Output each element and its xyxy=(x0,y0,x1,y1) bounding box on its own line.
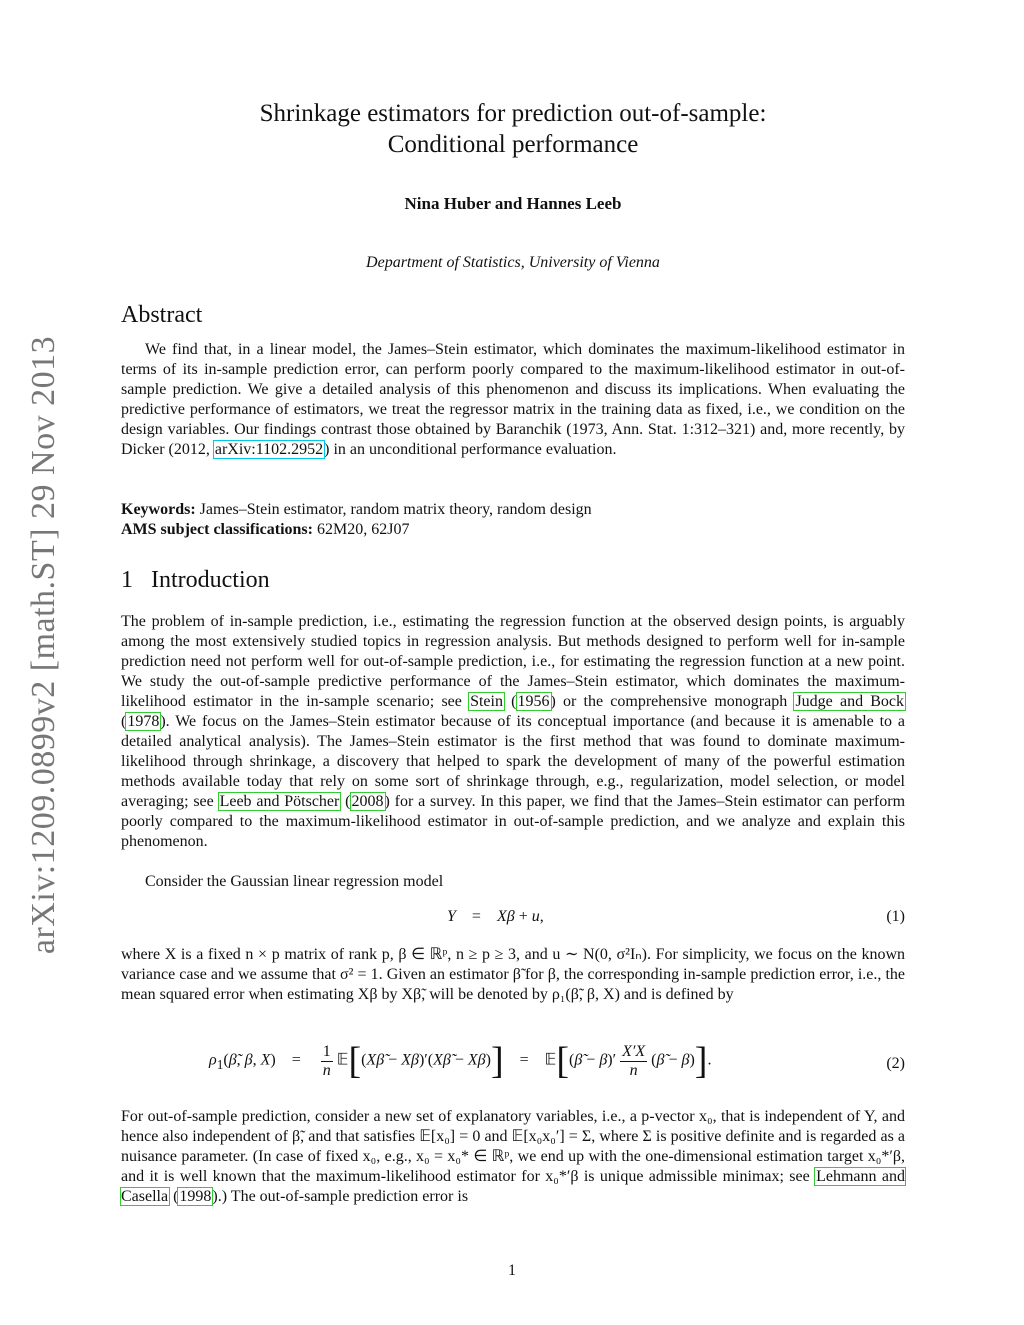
arxiv-sidebar-stamp xyxy=(22,335,66,955)
intro-text: The problem of in-sample prediction, i.e., estimating the regression function at the observed design points, is arguably among the most extensively studied topics in regression analysis. But methods designed to perform well for in-sample prediction need not perform well for out-of-sample prediction, i.e., for estimating the regression function at a new point. We study the out-of-sample predictive performance of the James–Stein estimator, which dominates the maximum-likelihood estimator in the in-sample scenario; see xyxy=(121,613,905,710)
intro-paragraph-4: For out-of-sample prediction, consider a new set of explanatory variables, i.e., a p-vector x₀, that is independent of Y, and hence also independent of β̃, and that satisfies 𝔼[x₀] = 0 and 𝔼[x₀x₀′] = Σ, where Σ is positive definite and is regarded as a nuisance parameter. (In case of fixed x₀, e.g., x₀ = x₀* ∈ ℝᵖ, we end up with the one-dimensional estimation target x₀*′β, and it is well known that the maximum-likelihood estimator for x₀*′β is unique admissible minimax; see Lehmann and Casella (1998).) The out-of-sample prediction error is xyxy=(121,1108,905,1205)
paper-title xyxy=(121,98,905,160)
abstract-heading: Abstract xyxy=(121,302,203,328)
equation-2 xyxy=(121,1035,905,1095)
citation-lehmann-casella[interactable]: Lehmann and Casella xyxy=(121,1168,905,1205)
title-line-1: Shrinkage estimators for prediction out-of-sample: xyxy=(259,100,767,127)
citation-leeb-potscher[interactable]: Leeb and Pötscher xyxy=(219,793,340,810)
arxiv-link[interactable]: arXiv:1102.2952 xyxy=(214,441,324,458)
keywords-label: Keywords: xyxy=(121,501,196,518)
section-heading-introduction xyxy=(121,567,270,594)
abstract-text: We find that, in a linear model, the James–Stein estimator, which dominates the maximum-likelihood estimator in terms of its in-sample prediction error, can perform poorly compared to the maximum-likelihood estimator in out-of-sample prediction. We give a detailed analysis of this phenomenon and discuss its implications. When evaluating the predictive performance of estimators, we treat the regressor matrix in the training data as fixed, i.e., we condition on the design variables. Our findings contrast those obtained by Baranchik (1973, Ann. Stat. 1:312–321) and, more recently, by Dicker (2012, xyxy=(121,341,905,458)
intro-text: For out-of-sample prediction, consider a new set of explanatory variables, i.e., a p-vector x₀, that is independent of Y, and hence also independent of β̃, and that satisfies 𝔼[x₀] = 0 and 𝔼[x₀x₀′] = Σ, where Σ is positive definite and is regarded as a nuisance parameter. (In case of fixed x₀, e.g., x₀ = x₀* ∈ ℝᵖ, we end up with the one-dimensional estimation target x₀*′β, and it is well known that the maximum-likelihood estimator for x₀*′β is unique admissible minimax; see xyxy=(121,1108,905,1185)
equation-2-tag: (2) xyxy=(886,1055,905,1072)
citation-stein-year[interactable]: 1956 xyxy=(517,693,550,710)
authors: Nina Huber and Hannes Leeb xyxy=(404,194,622,213)
intro-text: ).) The out-of-sample prediction error is xyxy=(212,1188,469,1205)
citation-leeb-potscher-year[interactable]: 2008 xyxy=(351,793,384,810)
citation-judge-bock-year[interactable]: 1978 xyxy=(127,713,160,730)
intro-paragraph-1: The problem of in-sample prediction, i.e., estimating the regression function at the observed design points, is arguably among the most extensively studied topics in regression analysis. But methods designed to perform well for in-sample prediction need not perform well for out-of-sample prediction, i.e., for estimating the regression function at a new point. We study the out-of-sample predictive performance of the James–Stein estimator, which dominates the maximum-likelihood estimator in the in-sample scenario; see Stein (1956) or the comprehensive monograph Judge and Bock (1978). We focus on the James–Stein estimator because of its conceptual importance (and because it is amenable to a detailed analytical analysis). The James–Stein estimator is the first method that was found to dominate maximum-likelihood through shrinkage, a discovery that helped to spark the development of many of the powerful estimation methods available today that rely on some sort of shrinkage through, e.g., regularization, model selection, or model averaging; see Leeb and Pötscher (2008) for a survey. In this paper, we find that the James–Stein estimator can perform poorly compared to the maximum-likelihood estimator in out-of-sample prediction, and we analyze and explain this phenomenon. xyxy=(121,613,906,850)
affiliation: Department of Statistics, University of Vienna xyxy=(366,254,660,271)
section-number: 1 xyxy=(121,567,133,593)
citation-judge-bock[interactable]: Judge and Bock xyxy=(795,693,905,710)
page-number: 1 xyxy=(508,1262,516,1279)
section-title: Introduction xyxy=(151,567,270,593)
equation-1-body: Y = Xβ + u, xyxy=(447,908,544,925)
intro-paragraph-3: where X is a fixed n × p matrix of rank p, β ∈ ℝᵖ, n ≥ p ≥ 3, and u ∼ N(0, σ²Iₙ). For simplicity, we focus on the known variance case and we assume that σ² = 1. Given an estimator β̃ for β, the corresponding in-sample prediction error, i.e., the mean squared error when estimating Xβ by Xβ̃, will be denoted by ρ₁(β̃, β, X) and is defined by xyxy=(121,946,905,1003)
equation-1-tag: (1) xyxy=(886,908,905,925)
title-line-2: Conditional performance xyxy=(387,131,639,158)
citation-lehmann-casella-year[interactable]: 1998 xyxy=(179,1188,212,1205)
intro-text: for a survey. In this paper, we find that the James–Stein estimator can perform poorly compared to the maximum-likelihood estimator in out-of-sample prediction, and we analyze and explain this phenomenon. xyxy=(121,793,906,850)
intro-paragraph-2: Consider the Gaussian linear regression model xyxy=(145,873,444,890)
abstract-text-end: ) in an unconditional performance evaluation. xyxy=(324,441,617,458)
keywords-block xyxy=(121,500,905,540)
ams-label: AMS subject classifications: xyxy=(121,521,313,538)
intro-text: or the comprehensive monograph xyxy=(563,693,788,710)
abstract-body xyxy=(121,340,905,460)
ams-value: 62M20, 62J07 xyxy=(316,521,410,538)
citation-stein[interactable]: Stein xyxy=(470,693,503,710)
keywords-value: James–Stein estimator, random matrix theory, random design xyxy=(199,501,592,518)
equation-2-body: $\rho_1(\betã$, β, X) = $\frac{1}{n}$ 𝔼[(Xβ̃ − Xβ)′(Xβ̃ − Xβ)] = 𝔼[(β̃ − β)′ $\frac{X'X}{n}$ (β̃ − β)]. xyxy=(209,1040,712,1082)
intro-text: . We focus on the James–Stein estimator because of its conceptual importance (and because it is amenable to a detailed analytical analysis). The James–Stein estimator is the first method that was found to dominate maximum-likelihood through shrinkage, a discovery that helped to spark the development of many of the powerful estimation methods available today that rely on some sort of shrinkage through, e.g., regularization, model selection, or model averaging; see xyxy=(121,713,905,810)
equation-1 xyxy=(121,908,905,930)
arxiv-identifier: arXiv:1209.0899v2 [math.ST] 29 Nov 2013 xyxy=(25,335,62,955)
